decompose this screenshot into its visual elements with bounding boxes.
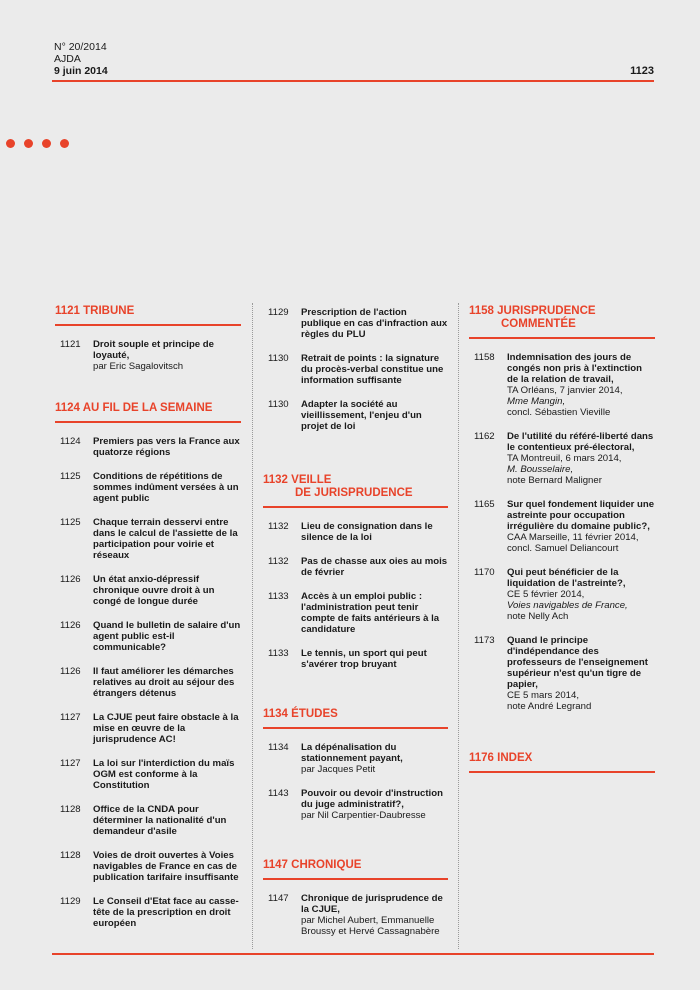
entry-page: 1125 <box>60 517 81 528</box>
footer-rule <box>52 953 654 955</box>
section-rule <box>469 337 655 339</box>
entry-title: Pas de chasse aux oies au mois de février <box>301 556 448 578</box>
toc-entry[interactable] <box>263 788 448 821</box>
entry-page: 1173 <box>474 635 495 646</box>
toc-entry[interactable] <box>55 339 241 372</box>
entry-page: 1162 <box>474 431 495 442</box>
entry-title: Premiers pas vers la France aux quatorze régions <box>93 436 240 458</box>
section-title-line: DE JURISPRUDENCE <box>295 487 413 499</box>
entry-author: par Michel Aubert, Emmanuelle Broussy et Hervé Cassagnabère <box>301 915 440 937</box>
section-title: 1147 CHRONIQUE <box>263 859 362 871</box>
decorative-dots <box>6 135 78 153</box>
entry-page: 1134 <box>268 742 289 753</box>
entry-body <box>93 620 241 653</box>
section-title-line: 1132 VEILLE <box>263 474 332 486</box>
toc-entry[interactable] <box>55 666 241 699</box>
dot-icon <box>6 139 15 148</box>
entry-party: Mme Mangin, <box>507 396 566 407</box>
entry-body <box>301 788 448 821</box>
toc-entry[interactable] <box>55 620 241 653</box>
entry-page: 1127 <box>60 758 81 769</box>
entry-title: Un état anxio-dépressif chronique ouvre droit à un congé de longue durée <box>93 574 215 607</box>
entry-body <box>301 399 448 432</box>
dot-icon <box>60 139 69 148</box>
entry-page: 1133 <box>268 591 289 602</box>
section-rule <box>263 727 448 729</box>
entry-body <box>301 307 448 340</box>
entry-page: 1124 <box>60 436 81 447</box>
section-index <box>469 752 655 773</box>
entry-body <box>93 471 241 504</box>
section-title: 1121 TRIBUNE <box>55 305 135 317</box>
entry-title: Indemnisation des jours de congés non pris à l'extinction de la relation de travail, <box>507 352 643 385</box>
entry-title: Droit souple et principe de loyauté, <box>93 339 215 361</box>
toc-column-1 <box>55 305 241 929</box>
toc-entry[interactable] <box>55 517 241 561</box>
entry-body <box>301 742 448 775</box>
entry-title: Retrait de points : la signature du procès-verbal constitue une information suffisante <box>301 353 444 386</box>
entry-body <box>93 436 241 458</box>
entry-author: note André Legrand <box>507 701 592 712</box>
toc-entry[interactable] <box>469 499 655 554</box>
toc-entry[interactable] <box>469 352 655 418</box>
toc-column-2 <box>263 307 448 937</box>
issue-number: N° 20/2014 <box>54 41 107 53</box>
entry-author: concl. Sébastien Vieville <box>507 407 611 418</box>
toc-entry[interactable] <box>263 521 448 543</box>
entry-author: par Nil Carpentier-Daubresse <box>301 810 426 821</box>
section-rule <box>263 506 448 508</box>
entry-body <box>93 517 241 561</box>
column-divider <box>458 303 459 949</box>
entry-title: Lieu de consignation dans le silence de la loi <box>301 521 433 543</box>
entry-page: 1129 <box>60 896 81 907</box>
section-title[interactable]: 1176 INDEX <box>469 752 533 764</box>
entry-title: Quand le principe d'indépendance des professeurs de l'enseignement supérieur n'est qu'un tigre de papier, <box>507 635 648 690</box>
dot-icon <box>42 139 51 148</box>
entry-page: 1128 <box>60 804 81 815</box>
section-title-line: 1158 JURISPRUDENCE <box>469 305 596 317</box>
entry-body <box>507 499 655 554</box>
entry-body <box>93 339 241 372</box>
toc-entry[interactable] <box>263 399 448 432</box>
toc-entry[interactable] <box>55 471 241 504</box>
section-etudes <box>263 708 448 821</box>
section-chronique <box>263 859 448 937</box>
entry-body <box>93 712 241 745</box>
entry-court: TA Montreuil, 6 mars 2014, <box>507 453 622 464</box>
entry-title: Le tennis, un sport qui peut s'avérer trop bruyant <box>301 648 427 670</box>
entry-page: 1132 <box>268 521 289 532</box>
entry-page: 1132 <box>268 556 289 567</box>
toc-entry[interactable] <box>55 896 241 929</box>
entry-title: De l'utilité du référé-liberté dans le contentieux pré-électoral, <box>507 431 654 453</box>
toc-entry[interactable] <box>55 850 241 883</box>
entry-title: Quand le bulletin de salaire d'un agent public est-il communicable? <box>93 620 241 653</box>
toc-entry[interactable] <box>263 648 448 670</box>
journal-name: AJDA <box>54 53 81 65</box>
entry-court: TA Orléans, 7 janvier 2014, <box>507 385 623 396</box>
section-au-fil-de-la-semaine <box>55 402 241 929</box>
entry-title: Le Conseil d'Etat face au casse-tête de la prescription en droit européen <box>93 896 239 929</box>
entry-page: 1133 <box>268 648 289 659</box>
entry-body <box>93 850 241 883</box>
section-title <box>469 305 655 331</box>
entry-title: Voies de droit ouvertes à Voies navigables de France en cas de publication tarifaire insuffisante <box>93 850 239 883</box>
entry-page: 1125 <box>60 471 81 482</box>
entry-page: 1130 <box>268 353 289 364</box>
entry-party: Voies navigables de France, <box>507 600 628 611</box>
entry-court: CE 5 février 2014, <box>507 589 585 600</box>
toc-entry[interactable] <box>55 804 241 837</box>
entry-body <box>301 648 448 670</box>
entry-author: concl. Samuel Deliancourt <box>507 543 619 554</box>
entry-title: Chronique de jurisprudence de la CJUE, <box>301 893 443 915</box>
entry-page: 1126 <box>60 666 81 677</box>
entry-page: 1126 <box>60 620 81 631</box>
toc-entry[interactable] <box>263 893 448 937</box>
header-rule <box>52 80 654 82</box>
entry-title: Prescription de l'action publique en cas d'infraction aux règles du PLU <box>301 307 448 340</box>
section-title: 1124 AU FIL DE LA SEMAINE <box>55 402 213 414</box>
toc-entry[interactable] <box>55 758 241 791</box>
toc-entry[interactable] <box>55 436 241 458</box>
entry-page: 1165 <box>474 499 495 510</box>
entry-title: Sur quel fondement liquider une astreinte pour occupation irrégulière du domaine public?, <box>507 499 655 532</box>
entry-page: 1129 <box>268 307 289 318</box>
entry-title: Conditions de répétitions de sommes indûment versées à un agent public <box>93 471 239 504</box>
section-rule <box>263 878 448 880</box>
entry-body <box>301 353 448 386</box>
entry-title: Il faut améliorer les démarches relatives au droit au séjour des étrangers détenus <box>93 666 235 699</box>
entry-title: Office de la CNDA pour déterminer la nationalité d'un demandeur d'asile <box>93 804 227 837</box>
entry-body <box>93 804 241 837</box>
section-title: 1134 ÉTUDES <box>263 708 338 720</box>
entry-page: 1143 <box>268 788 289 799</box>
entry-court: CE 5 mars 2014, <box>507 690 579 701</box>
entry-body <box>93 896 241 929</box>
toc-entry[interactable] <box>263 591 448 635</box>
issue-date: 9 juin 2014 <box>54 65 108 77</box>
entry-body <box>507 431 655 486</box>
entry-title: Adapter la société au vieillissement, l'enjeu d'un projet de loi <box>301 399 422 432</box>
entry-body <box>301 521 448 543</box>
dot-icon <box>24 139 33 148</box>
entry-party: M. Bousselaire, <box>507 464 574 475</box>
entry-author: note Bernard Maligner <box>507 475 602 486</box>
toc-entry[interactable] <box>469 431 655 486</box>
entry-title: La dépénalisation du stationnement payant, <box>301 742 403 764</box>
entry-body <box>507 635 655 712</box>
entry-page: 1127 <box>60 712 81 723</box>
section-au-fil-continued <box>263 307 448 432</box>
toc-entry[interactable] <box>469 635 655 712</box>
page-number: 1123 <box>630 65 654 77</box>
column-divider <box>252 303 253 949</box>
section-title <box>263 474 448 500</box>
entry-title: Pouvoir ou devoir d'instruction du juge administratif?, <box>301 788 443 810</box>
section-rule <box>469 771 655 773</box>
entry-body <box>93 758 241 791</box>
toc-entry[interactable] <box>263 353 448 386</box>
toc-column-3 <box>469 305 655 773</box>
toc-entry[interactable] <box>263 556 448 578</box>
section-tribune <box>55 305 241 372</box>
entry-body <box>507 352 655 418</box>
entry-title: Accès à un emploi public : l'administration peut tenir compte de faits antérieurs à la candidature <box>301 591 440 635</box>
section-rule <box>55 421 241 423</box>
section-rule <box>55 324 241 326</box>
issue-header <box>54 41 108 77</box>
entry-author: note Nelly Ach <box>507 611 569 622</box>
entry-body <box>301 556 448 578</box>
entry-title: Chaque terrain desservi entre dans le calcul de l'assiette de la participation pour voirie et réseaux <box>93 517 238 561</box>
entry-page: 1121 <box>60 339 81 350</box>
entry-body <box>93 666 241 699</box>
entry-body <box>301 591 448 635</box>
entry-page: 1158 <box>474 352 495 363</box>
entry-title: La loi sur l'interdiction du maïs OGM est conforme à la Constitution <box>93 758 235 791</box>
entry-title: La CJUE peut faire obstacle à la mise en œuvre de la jurisprudence AC! <box>93 712 239 745</box>
entry-page: 1147 <box>268 893 289 904</box>
entry-page: 1130 <box>268 399 289 410</box>
section-title-line: COMMENTÉE <box>501 318 576 330</box>
section-veille-de-jurisprudence <box>263 474 448 670</box>
entry-body <box>507 567 655 622</box>
entry-author: par Jacques Petit <box>301 764 376 775</box>
toc-entry[interactable] <box>55 712 241 745</box>
entry-body <box>301 893 448 937</box>
entry-title: Qui peut bénéficier de la liquidation de l'astreinte?, <box>507 567 626 589</box>
entry-page: 1128 <box>60 850 81 861</box>
section-jurisprudence-commentee <box>469 305 655 712</box>
entry-page: 1170 <box>474 567 495 578</box>
toc-entry[interactable] <box>55 574 241 607</box>
entry-body <box>93 574 241 607</box>
entry-author: par Eric Sagalovitsch <box>93 361 184 372</box>
entry-court: CAA Marseille, 11 février 2014, <box>507 532 639 543</box>
toc-entry[interactable] <box>469 567 655 622</box>
toc-entry[interactable] <box>263 742 448 775</box>
entry-page: 1126 <box>60 574 81 585</box>
toc-entry[interactable] <box>263 307 448 340</box>
